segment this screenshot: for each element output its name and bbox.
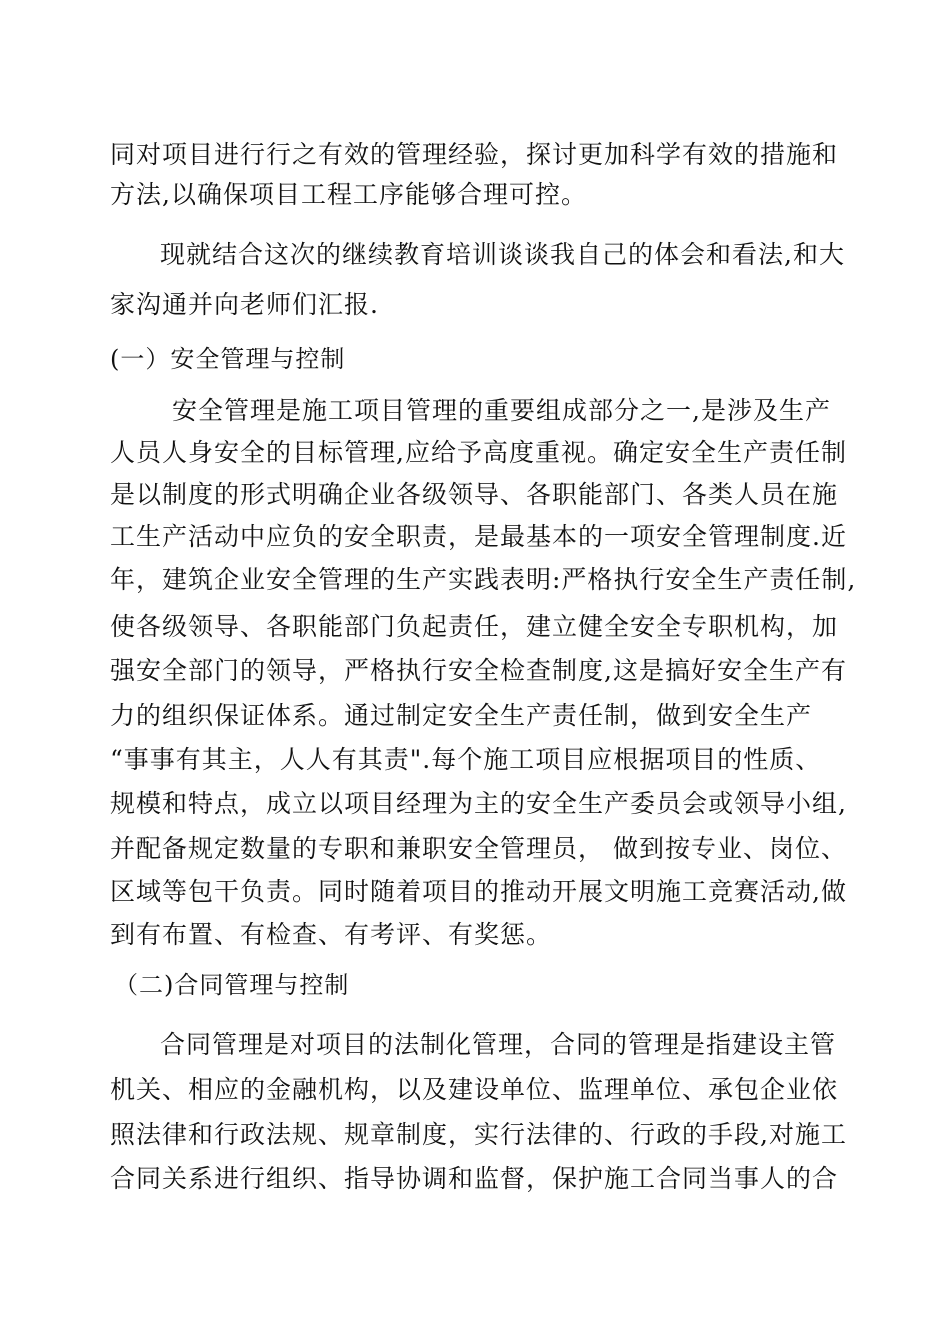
para4-line-4: 合同关系进行组织、指导协调和监督，保护施工合同当事人的合 (110, 1164, 839, 1193)
section-heading-safety: (一）安全管理与控制 (110, 345, 346, 373)
para4-line-3: 照法律和行政法规、规章制度，实行法律的、行政的手段,对施工 (110, 1120, 847, 1149)
para4-line-2: 机关、相应的金融机构，以及建设单位、监理单位、承包企业依 (110, 1075, 839, 1104)
para3-line-4: 工生产活动中应负的安全职责，是最基本的一项安全管理制度.近 (110, 522, 847, 551)
para3-line-5: 年，建筑企业安全管理的生产实践表明:严格执行安全生产责任制, (110, 565, 857, 594)
section-heading-contract: （二)合同管理与控制 (114, 971, 350, 999)
para3-line-2: 人员人身安全的目标管理,应给予高度重视。确定安全生产责任制 (110, 438, 847, 467)
para3-line-9: “事事有其主，人人有其责".每个施工项目应根据项目的性质、 (110, 745, 822, 774)
para3-line-1: 安全管理是施工项目管理的重要组成部分之一,是涉及生产 (172, 396, 831, 425)
para1-line-2: 方法,以确保项目工程工序能够合理可控。 (110, 180, 587, 209)
para3-line-11: 并配备规定数量的专职和兼职安全管理员， 做到按专业、岗位、 (110, 834, 847, 863)
para4-line-1: 合同管理是对项目的法制化管理，合同的管理是指建设主管 (160, 1030, 837, 1059)
para1-line-1: 同对项目进行行之有效的管理经验，探讨更加科学有效的措施和 (110, 140, 839, 169)
para3-line-10: 规模和特点，成立以项目经理为主的安全生产委员会或领导小组, (110, 789, 847, 818)
para3-line-6: 使各级领导、各职能部门负起责任，建立健全安全专职机构，加 (110, 612, 839, 641)
para2-line-1: 现就结合这次的继续教育培训谈谈我自己的体会和看法,和大 (160, 240, 845, 269)
para3-line-3: 是以制度的形式明确企业各级领导、各职能部门、各类人员在施 (110, 480, 839, 509)
para3-line-13: 到有布置、有检查、有考评、有奖惩。 (110, 920, 553, 949)
para3-line-12: 区域等包干负责。同时随着项目的推动开展文明施工竞赛活动,做 (110, 877, 847, 906)
para3-line-8: 力的组织保证体系。通过制定安全生产责任制，做到安全生产 (110, 701, 813, 730)
para3-line-7: 强安全部门的领导，严格执行安全检查制度,这是搞好安全生产有 (110, 656, 847, 685)
para2-line-2: 家沟通并向老师们汇报. (110, 290, 379, 319)
